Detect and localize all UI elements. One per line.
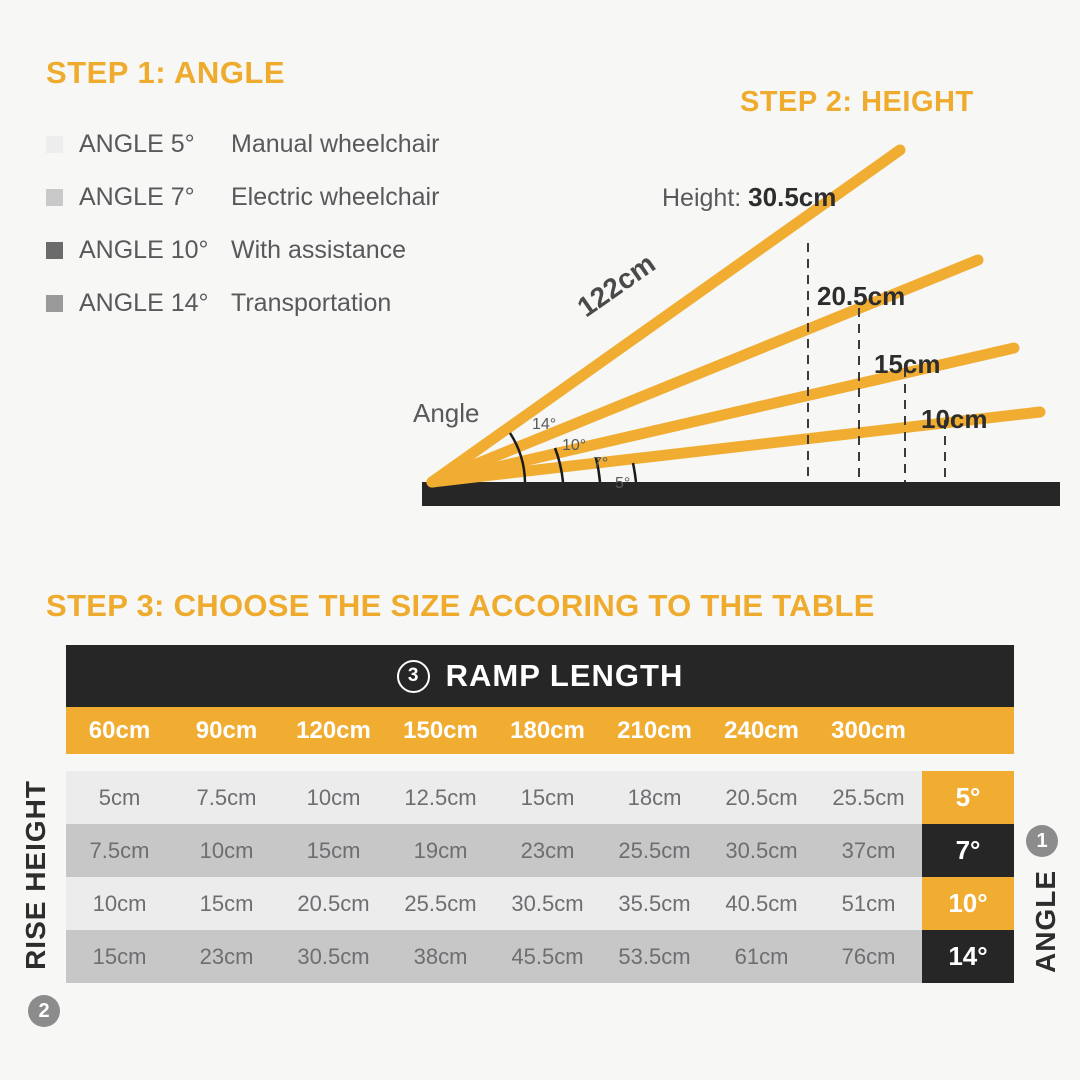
- angle-axis: [1030, 870, 1062, 978]
- cell: 25.5cm: [601, 824, 708, 877]
- step-badge-1: 1: [1026, 825, 1058, 857]
- row-angle-label: 5°: [922, 771, 1014, 824]
- col-header: 90cm: [173, 707, 280, 754]
- rise-height-label: RISE HEIGHT: [20, 780, 51, 970]
- angle-mark-14: 14°: [532, 416, 557, 433]
- rise-height-axis: [20, 745, 52, 1005]
- cell: 45.5cm: [494, 930, 601, 983]
- angle-mark-5: 5°: [615, 475, 631, 492]
- cell: 25.5cm: [815, 771, 922, 824]
- angle-word-label: Angle: [413, 398, 480, 428]
- cell: 15cm: [280, 824, 387, 877]
- cell: 7.5cm: [66, 824, 173, 877]
- height-caption: [662, 182, 836, 213]
- legend-desc-label: Manual wheelchair: [231, 130, 440, 158]
- height-value-20: 20.5cm: [817, 281, 906, 311]
- cell: 5cm: [66, 771, 173, 824]
- cell: 53.5cm: [601, 930, 708, 983]
- table-header-row: [66, 707, 1014, 754]
- step1-title: STEP 1: ANGLE: [46, 55, 286, 90]
- col-header: 180cm: [494, 707, 601, 754]
- cell: 76cm: [815, 930, 922, 983]
- height-caption-label: Height:: [662, 184, 742, 212]
- cell: 12.5cm: [387, 771, 494, 824]
- col-header: 150cm: [387, 707, 494, 754]
- row-angle-label: 10°: [922, 877, 1014, 930]
- cell: 30.5cm: [280, 930, 387, 983]
- legend-angle-label: ANGLE 10°: [79, 236, 209, 264]
- cell: 25.5cm: [387, 877, 494, 930]
- cell: 38cm: [387, 930, 494, 983]
- legend-angle-label: ANGLE 7°: [79, 183, 195, 211]
- ramp-length-label: 122cm: [571, 247, 661, 323]
- cell: 20.5cm: [708, 771, 815, 824]
- cell: 51cm: [815, 877, 922, 930]
- cell: 18cm: [601, 771, 708, 824]
- row-angle-label: 7°: [922, 824, 1014, 877]
- height-value-10: 10cm: [921, 404, 988, 434]
- swatch-icon: [46, 295, 63, 312]
- col-header-angle-corner: [922, 707, 1014, 754]
- cell: 19cm: [387, 824, 494, 877]
- col-header: 120cm: [280, 707, 387, 754]
- step-badge-3: 3: [397, 660, 430, 693]
- legend-desc-label: With assistance: [231, 236, 407, 264]
- height-value-30: 30.5cm: [748, 182, 837, 212]
- col-header: 240cm: [708, 707, 815, 754]
- step-badge-2: 2: [28, 995, 60, 1027]
- cell: 40.5cm: [708, 877, 815, 930]
- cell: 61cm: [708, 930, 815, 983]
- cell: 35.5cm: [601, 877, 708, 930]
- cell: 23cm: [494, 824, 601, 877]
- step2-title: STEP 2: HEIGHT: [740, 86, 974, 118]
- table-spacer-row: [66, 754, 1014, 771]
- cell: 10cm: [66, 877, 173, 930]
- angle-mark-10: 10°: [562, 437, 587, 454]
- ramp-length-title: RAMP LENGTH: [445, 658, 684, 693]
- swatch-icon: [46, 136, 63, 153]
- cell: 20.5cm: [280, 877, 387, 930]
- step3-title: STEP 3: CHOOSE THE SIZE ACCORING TO THE TABLE: [46, 588, 875, 623]
- row-angle-label: 14°: [922, 930, 1014, 983]
- cell: 23cm: [173, 930, 280, 983]
- cell: 15cm: [494, 771, 601, 824]
- col-header: 300cm: [815, 707, 922, 754]
- ramp-length-header: [66, 645, 1014, 707]
- cell: 10cm: [173, 824, 280, 877]
- cell: 30.5cm: [494, 877, 601, 930]
- cell: 30.5cm: [708, 824, 815, 877]
- angle-axis-label: ANGLE: [1030, 870, 1061, 973]
- legend-desc-label: Transportation: [231, 289, 392, 317]
- legend-angle-label: ANGLE 14°: [79, 289, 209, 317]
- cell: 15cm: [173, 877, 280, 930]
- col-header: 210cm: [601, 707, 708, 754]
- table-row: [66, 930, 1014, 983]
- arc-5: [633, 463, 636, 482]
- cell: 15cm: [66, 930, 173, 983]
- table-row: [66, 771, 1014, 824]
- size-table: [66, 707, 1014, 983]
- size-table-wrapper: [66, 645, 1014, 983]
- cell: 7.5cm: [173, 771, 280, 824]
- cell: 37cm: [815, 824, 922, 877]
- angle-mark-7: 7°: [593, 455, 609, 472]
- legend-angle-label: ANGLE 5°: [79, 130, 195, 158]
- table-row: [66, 824, 1014, 877]
- height-value-15: 15cm: [874, 349, 941, 379]
- swatch-icon: [46, 189, 63, 206]
- legend-desc-label: Electric wheelchair: [231, 183, 440, 211]
- col-header: 60cm: [66, 707, 173, 754]
- ground-bar: [422, 482, 1060, 506]
- swatch-icon: [46, 242, 63, 259]
- table-row: [66, 877, 1014, 930]
- cell: 10cm: [280, 771, 387, 824]
